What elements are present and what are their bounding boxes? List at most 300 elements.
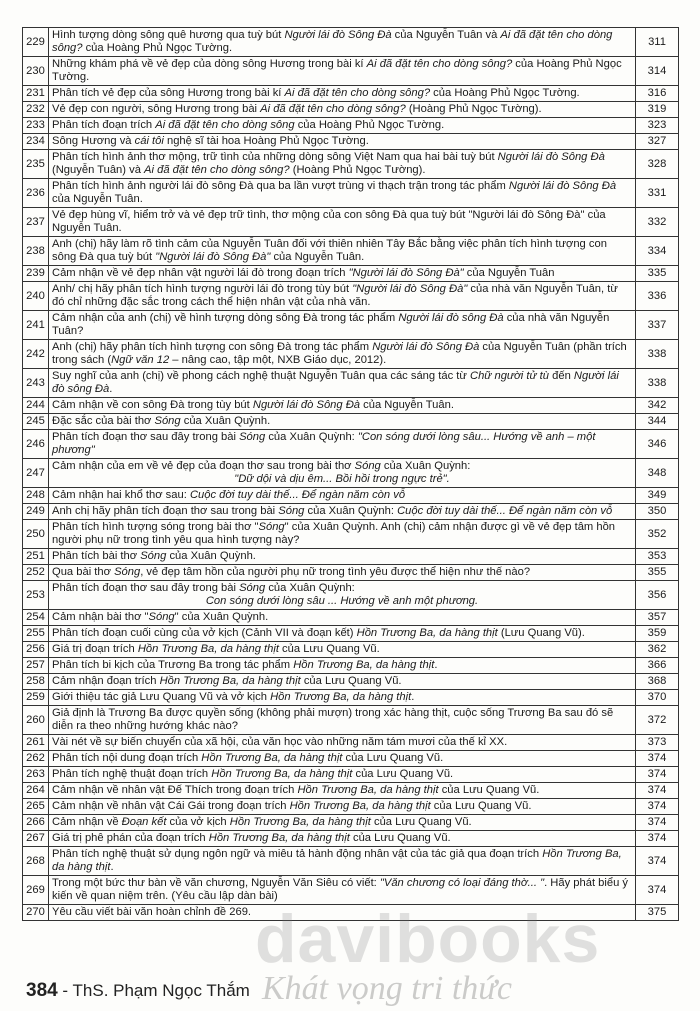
toc-item-page: 332	[636, 208, 679, 237]
toc-item-title	[49, 674, 636, 690]
toc-item-number: 265	[23, 799, 49, 815]
toc-row	[23, 642, 679, 658]
toc-title-fragment: của Xuân Quỳnh:	[380, 460, 471, 472]
toc-row	[23, 520, 679, 549]
toc-item-title	[49, 767, 636, 783]
toc-item-page: 374	[636, 831, 679, 847]
toc-title-fragment: Ngữ văn 12	[111, 354, 170, 366]
toc-item-page: 356	[636, 581, 679, 610]
toc-item-page: 374	[636, 751, 679, 767]
toc-item-page: 337	[636, 311, 679, 340]
toc-title-fragment: Cảm nhận về con sông Đà trong tùy bút	[52, 399, 253, 411]
toc-item-number: 263	[23, 767, 49, 783]
toc-item-title	[49, 706, 636, 735]
toc-row	[23, 767, 679, 783]
toc-item-page: 328	[636, 150, 679, 179]
toc-title-fragment: Sóng	[354, 460, 381, 472]
toc-item-number: 254	[23, 610, 49, 626]
toc-item-title	[49, 642, 636, 658]
toc-title-fragment: Sóng	[148, 611, 175, 623]
toc-item-page: 357	[636, 610, 679, 626]
toc-row	[23, 28, 679, 57]
toc-item-number: 269	[23, 876, 49, 905]
toc-title-fragment: Phân tích đoạn thơ sau đây trong bài	[52, 582, 240, 594]
toc-item-page: 319	[636, 102, 679, 118]
toc-item-title	[49, 735, 636, 751]
toc-item-page: 352	[636, 520, 679, 549]
toc-title-fragment: Suy nghĩ của anh (chị) về phong cách nghệ thuật Nguyễn Tuân qua các sáng tác từ	[52, 370, 470, 382]
toc-title-fragment: Sóng	[239, 582, 266, 594]
toc-title-fragment: Phân tích hình ảnh người lái đò sông Đà qua ba lần vượt trùng vi thạch trận trong tác phẩm	[52, 180, 509, 192]
toc-item-title	[49, 847, 636, 876]
toc-title-fragment: .	[110, 861, 114, 873]
toc-row	[23, 581, 679, 610]
toc-title-fragment: Cuộc đời tuy dài thế... Để ngàn năm còn vỗ	[189, 489, 406, 501]
toc-title-fragment: .	[109, 383, 113, 395]
toc-item-page: 348	[636, 459, 679, 488]
toc-title-fragment: Người lái đò Sông Đà	[508, 180, 617, 192]
toc-title-fragment: Người lái đò sông Đà	[52, 370, 619, 395]
toc-title-fragment: của Xuân Quỳnh:	[265, 431, 358, 443]
toc-title-fragment: của nhà văn Nguyễn Tuân?	[52, 312, 610, 337]
toc-item-number: 241	[23, 311, 49, 340]
toc-table	[22, 27, 679, 921]
toc-title-fragment: Đặc sắc của bài thơ	[52, 415, 155, 427]
toc-title-fragment: của Hoàng Phủ Ngọc Tường.	[294, 119, 445, 131]
toc-title-fragment: của Nguyễn Tuân (phần trích trong sách (	[52, 341, 627, 366]
toc-item-number: 236	[23, 179, 49, 208]
toc-title-fragment: (Hoàng Phủ Ngọc Tường).	[405, 103, 542, 115]
toc-title-fragment: Cảm nhận về vẻ đẹp nhân vật người lái đò trong đoạn trích	[52, 267, 349, 279]
toc-title-fragment: Sóng	[140, 550, 167, 562]
toc-item-number: 231	[23, 86, 49, 102]
toc-title-fragment: của Xuân Quỳnh:	[304, 505, 398, 517]
toc-row	[23, 179, 679, 208]
toc-title-fragment: Phân tích vẻ đẹp của sông Hương trong bài kí	[52, 87, 285, 99]
toc-title-fragment: Người lái đò Sông Đà	[372, 341, 480, 353]
toc-title-fragment: Phân tích nghệ thuật đoạn trích	[52, 768, 212, 780]
toc-row	[23, 414, 679, 430]
toc-title-fragment: Qua bài thơ	[52, 566, 115, 578]
toc-item-page: 349	[636, 488, 679, 504]
toc-row	[23, 102, 679, 118]
toc-item-title	[49, 626, 636, 642]
toc-item-title	[49, 581, 636, 610]
toc-row	[23, 658, 679, 674]
toc-title-fragment: Hồn Trương Ba, da hàng thịt	[208, 832, 350, 844]
toc-item-page: 359	[636, 626, 679, 642]
toc-item-number: 266	[23, 815, 49, 831]
toc-item-title	[49, 658, 636, 674]
toc-title-fragment: Hồn Trương Ba, da hàng thịt	[356, 627, 498, 639]
toc-item-number: 230	[23, 57, 49, 86]
toc-title-fragment: Ai đã đặt tên cho dòng sông	[155, 119, 295, 131]
toc-title-fragment: Vẻ đẹp con người, sông Hương trong bài	[52, 103, 261, 115]
toc-title-fragment: Phân tích hình tượng sóng trong bài thơ "	[52, 521, 259, 533]
toc-title-fragment: Ai đã đặt tên cho dòng sông?	[284, 87, 431, 99]
toc-item-title	[49, 237, 636, 266]
toc-title-fragment: Hồn Trương Ba, da hàng thịt	[137, 643, 279, 655]
toc-item-page: 374	[636, 815, 679, 831]
toc-item-number: 240	[23, 282, 49, 311]
toc-item-page: 316	[636, 86, 679, 102]
toc-title-fragment: , vẻ đẹp tâm hồn của người phụ nữ trong tình yêu được thể hiện như thế nào?	[140, 566, 531, 578]
toc-title-fragment: Hồn Trương Ba, da hàng thịt	[297, 784, 439, 796]
toc-row	[23, 340, 679, 369]
toc-item-page: 336	[636, 282, 679, 311]
toc-title-fragment: Con sóng dưới lòng sâu ... Hướng về anh một phương.	[205, 595, 479, 607]
toc-item-number: 235	[23, 150, 49, 179]
toc-item-title	[49, 369, 636, 398]
toc-row	[23, 86, 679, 102]
toc-item-page: 355	[636, 565, 679, 581]
toc-title-fragment: của Hoàng Phủ Ngọc Tường.	[430, 87, 580, 99]
toc-item-title	[49, 565, 636, 581]
toc-item-number: 237	[23, 208, 49, 237]
toc-title-fragment: Phân tích hình ảnh thơ mộng, trữ tình của những dòng sông Việt Nam qua hai bài tuỳ bút	[52, 151, 498, 163]
toc-item-title	[49, 266, 636, 282]
toc-row	[23, 626, 679, 642]
toc-item-title	[49, 179, 636, 208]
toc-row	[23, 751, 679, 767]
toc-item-title	[49, 414, 636, 430]
toc-row	[23, 57, 679, 86]
toc-row	[23, 783, 679, 799]
toc-item-title	[49, 549, 636, 565]
toc-quote-line	[52, 473, 632, 486]
toc-title-fragment: Người lái đò Sông Đà	[497, 151, 605, 163]
toc-item-number: 250	[23, 520, 49, 549]
toc-item-page: 331	[636, 179, 679, 208]
toc-item-title	[49, 150, 636, 179]
toc-title-fragment: Sóng	[239, 431, 266, 443]
toc-title-fragment: Ai đã đặt tên cho dòng sông?	[366, 58, 513, 70]
toc-title-fragment: của Lưu Quang Vũ.	[438, 784, 540, 796]
toc-item-page: 338	[636, 340, 679, 369]
toc-title-fragment: " của Xuân Quỳnh.	[174, 611, 269, 623]
watermark-slogan: Khát vọng tri thức	[262, 970, 512, 1007]
toc-title-fragment: của Lưu Quang Vũ.	[430, 800, 532, 812]
toc-title-fragment: Cảm nhận bài thơ "	[52, 611, 149, 623]
toc-row	[23, 831, 679, 847]
toc-item-page: 374	[636, 767, 679, 783]
toc-item-title	[49, 504, 636, 520]
toc-title-fragment: "Dữ dội và dịu êm... Bồi hồi trong ngực trẻ".	[234, 473, 450, 485]
toc-title-fragment: Sóng	[258, 521, 285, 533]
toc-title-fragment: đến	[549, 370, 574, 382]
toc-title-fragment: "Người lái đò Sông Đà"	[352, 283, 468, 295]
toc-item-page: 374	[636, 847, 679, 876]
toc-item-number: 264	[23, 783, 49, 799]
toc-title-fragment: Vài nét về sự biến chuyển của xã hội, của văn học vào những năm tám mươi của thế kỉ XX.	[52, 736, 508, 748]
toc-item-number: 232	[23, 102, 49, 118]
toc-title-fragment: Cảm nhận đoạn trích	[52, 675, 160, 687]
toc-item-title	[49, 831, 636, 847]
toc-item-number: 256	[23, 642, 49, 658]
toc-item-number: 246	[23, 430, 49, 459]
toc-title-fragment: Giới thiệu tác giả Lưu Quang Vũ và vở kịch	[52, 691, 271, 703]
toc-quote-line	[52, 595, 632, 608]
toc-title-fragment: Cảm nhận của em về vẻ đẹp của đoạn thơ sau trong bài thơ	[52, 460, 355, 472]
toc-item-title	[49, 751, 636, 767]
toc-title-fragment: của nhà văn Nguyễn Tuân, từ đó chỉ những đặc sắc trong cách thể hiện nhân vật của nhà văn.	[52, 283, 618, 308]
toc-title-fragment: (Lưu Quang Vũ).	[497, 627, 585, 639]
toc-title-fragment: của Xuân Quỳnh.	[180, 415, 271, 427]
toc-row	[23, 674, 679, 690]
toc-item-title	[49, 488, 636, 504]
toc-item-number: 268	[23, 847, 49, 876]
toc-title-fragment: Hồn Trương Ba, da hàng thịt	[159, 675, 301, 687]
toc-item-number: 258	[23, 674, 49, 690]
toc-title-fragment: Phân tích đoạn thơ sau đây trong bài	[52, 431, 240, 443]
toc-item-title	[49, 282, 636, 311]
toc-title-fragment: Phân tích đoạn trích	[52, 119, 156, 131]
toc-title-fragment: Ai đã đặt tên cho dòng sông?	[260, 103, 406, 115]
toc-item-page: 334	[636, 237, 679, 266]
toc-item-title	[49, 311, 636, 340]
toc-item-page: 366	[636, 658, 679, 674]
toc-title-fragment: Phân tích bi kịch của Trương Ba trong tác phẩm	[52, 659, 294, 671]
toc-title-fragment: Hồn Trương Ba, da hàng thịt	[211, 768, 353, 780]
toc-title-fragment: Hồn Trương Ba, da hàng thịt	[52, 848, 622, 873]
toc-item-number: 248	[23, 488, 49, 504]
toc-item-number: 243	[23, 369, 49, 398]
toc-title-fragment: Phân tích nội dung đoạn trích	[52, 752, 202, 764]
toc-item-title	[49, 398, 636, 414]
toc-title-fragment: Sóng	[154, 415, 181, 427]
toc-item-number: 259	[23, 690, 49, 706]
toc-row	[23, 565, 679, 581]
toc-item-page: 362	[636, 642, 679, 658]
toc-title-fragment: của Nguyễn Tuân.	[270, 251, 365, 263]
toc-title-fragment: .	[411, 691, 415, 703]
toc-item-number: 261	[23, 735, 49, 751]
toc-item-page: 323	[636, 118, 679, 134]
toc-item-title	[49, 208, 636, 237]
toc-title-fragment: của Nguyễn Tuân	[463, 267, 555, 279]
toc-item-number: 229	[23, 28, 49, 57]
toc-title-fragment: Cuộc đời tuy dài thế... Để ngàn năm còn vỗ	[397, 505, 613, 517]
toc-item-title	[49, 340, 636, 369]
toc-row	[23, 815, 679, 831]
toc-row	[23, 488, 679, 504]
toc-row	[23, 237, 679, 266]
page-footer	[26, 980, 250, 1002]
toc-row	[23, 369, 679, 398]
toc-title-fragment: của Lưu Quang Vũ.	[300, 675, 402, 687]
toc-item-title	[49, 134, 636, 150]
toc-title-fragment: Giá trị đoạn trích	[52, 643, 138, 655]
toc-title-fragment: Anh (chị) hãy làm rõ tình cảm của Nguyễn Tuân đối với thiên nhiên Tây Bắc bằng việc phân tích hình tượng con sông Đà qua tuỳ bút	[52, 238, 607, 263]
toc-title-fragment: của Lưu Quang Vũ.	[278, 643, 380, 655]
toc-title-fragment: Hồn Trương Ba, da hàng thịt	[289, 800, 431, 812]
toc-title-fragment: "Con sóng dưới lòng sâu... Hướng về anh – một phương"	[52, 431, 596, 456]
toc-title-fragment: của Lưu Quang Vũ.	[352, 768, 454, 780]
toc-title-fragment: của Nguyễn Tuân.	[52, 193, 143, 205]
toc-title-fragment: Đoạn kết	[121, 816, 167, 828]
toc-item-title	[49, 610, 636, 626]
toc-title-fragment: Những khám phá về vẻ đẹp của dòng sông Hương trong bài kí	[52, 58, 367, 70]
toc-item-title	[49, 815, 636, 831]
toc-item-number: 257	[23, 658, 49, 674]
toc-item-number: 245	[23, 414, 49, 430]
toc-title-fragment: Anh chị hãy phân tích đoạn thơ sau trong bài	[52, 505, 279, 517]
toc-item-number: 267	[23, 831, 49, 847]
toc-title-fragment: Giá trị phê phán của đoạn trích	[52, 832, 209, 844]
toc-title-fragment: của Lưu Quang Vũ.	[370, 816, 472, 828]
toc-title-fragment: " của Xuân Quỳnh. Anh (chị) cảm nhận được gì về vẻ đẹp tâm hồn người phụ nữ trong tình yêu qua hình tượng này?	[52, 521, 616, 546]
toc-title-fragment: Anh (chị) hãy phân tích hình tượng con sông Đà trong tác phẩm	[52, 341, 373, 353]
toc-row	[23, 610, 679, 626]
toc-item-number: 242	[23, 340, 49, 369]
toc-row	[23, 735, 679, 751]
toc-title-fragment: của vở kịch	[166, 816, 230, 828]
toc-title-fragment: Phân tích bài thơ	[52, 550, 141, 562]
toc-title-fragment: Anh/ chị hãy phân tích hình tượng người lái đò trong tùy bút	[52, 283, 353, 295]
toc-row	[23, 549, 679, 565]
toc-title-fragment: Sóng	[114, 566, 141, 578]
toc-item-number: 238	[23, 237, 49, 266]
toc-item-page: 338	[636, 369, 679, 398]
toc-item-number: 262	[23, 751, 49, 767]
toc-row	[23, 504, 679, 520]
toc-title-fragment: Hình tượng dòng sông quê hương qua tuỳ bút	[52, 29, 285, 41]
toc-title-fragment: của Lưu Quang Vũ.	[342, 752, 444, 764]
toc-item-title	[49, 690, 636, 706]
toc-title-fragment: (Nguyễn Tuân) và	[52, 164, 145, 176]
toc-item-title	[49, 799, 636, 815]
toc-row	[23, 134, 679, 150]
toc-item-number: 270	[23, 905, 49, 921]
toc-title-fragment: Cảm nhận về nhân vật Đế Thích trong đoạn trích	[52, 784, 298, 796]
toc-item-page: 375	[636, 905, 679, 921]
toc-item-page: 374	[636, 799, 679, 815]
toc-title-fragment: của Nguyễn Tuân và	[391, 29, 501, 41]
toc-item-page: 353	[636, 549, 679, 565]
toc-title-fragment: – nâng cao, tập một, NXB Giáo dục, 2012).	[169, 354, 387, 366]
toc-body	[23, 28, 679, 921]
toc-item-number: 255	[23, 626, 49, 642]
toc-title-fragment: Người lái đò sông Đà	[398, 312, 504, 324]
toc-item-title	[49, 118, 636, 134]
toc-row	[23, 150, 679, 179]
watermark-brand: davibooks	[255, 901, 601, 977]
toc-item-title	[49, 57, 636, 86]
toc-item-number: 251	[23, 549, 49, 565]
toc-title-fragment: Cảm nhận của anh (chị) về hình tượng dòng sông Đà trong tác phẩm	[52, 312, 399, 324]
toc-title-fragment: Người lái đò Sông Đà	[284, 29, 392, 41]
toc-title-fragment: "Người lái đò Sông Đà"	[348, 267, 464, 279]
toc-title-fragment: nghệ sĩ tài hoa Hoàng Phủ Ngọc Tường.	[163, 135, 369, 147]
toc-item-page: 335	[636, 266, 679, 282]
toc-title-fragment: Sóng	[278, 505, 305, 517]
toc-item-page: 342	[636, 398, 679, 414]
toc-item-page: 370	[636, 690, 679, 706]
toc-row	[23, 706, 679, 735]
toc-item-page: 327	[636, 134, 679, 150]
toc-title-fragment: Người lái đò Sông Đà	[252, 399, 361, 411]
footer-separator: -	[57, 981, 73, 1000]
toc-item-number: 247	[23, 459, 49, 488]
toc-title-fragment: Giả định là Trương Ba được quyền sống (không phải mượn) trong xác hàng thịt, cuộc sống Trương Ba sau đó sẽ diễn ra theo những hướng khác nào?	[52, 707, 614, 732]
toc-title-fragment: Hồn Trương Ba, da hàng thịt	[229, 816, 371, 828]
toc-title-fragment: . Hãy phát biểu ý kiến về quan niệm trên. (Yêu cầu lập dàn bài)	[52, 877, 629, 902]
toc-item-title	[49, 102, 636, 118]
toc-title-fragment: Hồn Trương Ba, da hàng thịt	[270, 691, 412, 703]
toc-title-fragment: (Hoàng Phủ Ngọc Tường).	[289, 164, 426, 176]
toc-title-fragment: Chữ người tử tù	[469, 370, 550, 382]
toc-row	[23, 282, 679, 311]
toc-item-title	[49, 86, 636, 102]
toc-title-fragment: Ai đã đặt tên cho dòng sông?	[52, 29, 613, 54]
footer-author: ThS. Phạm Ngọc Thắm	[72, 981, 250, 1000]
toc-title-fragment: Hồn Trương Ba, da hàng thịt	[201, 752, 343, 764]
toc-item-number: 233	[23, 118, 49, 134]
toc-title-fragment: Cảm nhận về	[52, 816, 122, 828]
toc-item-number: 244	[23, 398, 49, 414]
toc-title-fragment: Phân tích nghệ thuật sử dụng ngôn ngữ và miêu tả hành động nhân vật của tác giả qua đoạn trích	[52, 848, 543, 860]
toc-item-title	[49, 520, 636, 549]
toc-item-page: 374	[636, 783, 679, 799]
toc-title-fragment: Vẻ đẹp hùng vĩ, hiểm trở và vẻ đẹp trữ tình, thơ mộng của con sông Đà qua tuỳ bút "Người lái đò Sông Đà" của Nguyễn Tuân.	[52, 209, 606, 234]
toc-title-fragment: Phân tích đoạn cuối cùng của vở kịch (Cảnh VII và đoạn kết)	[52, 627, 357, 639]
toc-item-page: 311	[636, 28, 679, 57]
toc-item-page: 346	[636, 430, 679, 459]
toc-item-number: 260	[23, 706, 49, 735]
toc-row	[23, 799, 679, 815]
toc-item-number: 253	[23, 581, 49, 610]
toc-title-fragment: Sông Hương và	[52, 135, 135, 147]
toc-title-fragment: cái tôi	[134, 135, 164, 147]
toc-title-fragment: .	[434, 659, 438, 671]
toc-row	[23, 311, 679, 340]
toc-title-fragment: Cảm nhận hai khổ thơ sau:	[52, 489, 190, 501]
toc-row	[23, 690, 679, 706]
toc-item-number: 239	[23, 266, 49, 282]
toc-title-fragment: của Nguyễn Tuân.	[360, 399, 454, 411]
toc-item-title	[49, 430, 636, 459]
toc-item-page: 350	[636, 504, 679, 520]
toc-item-title	[49, 459, 636, 488]
toc-row	[23, 266, 679, 282]
toc-row	[23, 118, 679, 134]
toc-item-page: 314	[636, 57, 679, 86]
toc-item-page: 373	[636, 735, 679, 751]
toc-row	[23, 398, 679, 414]
toc-title-fragment: Yêu cầu viết bài văn hoàn chỉnh đề 269.	[52, 906, 252, 918]
toc-item-title	[49, 783, 636, 799]
toc-title-fragment: "Người lái đò Sông Đà"	[155, 251, 271, 263]
toc-title-fragment: của Hoàng Phủ Ngọc Tường.	[82, 42, 233, 54]
toc-item-page: 372	[636, 706, 679, 735]
toc-title-fragment: của Xuân Quỳnh.	[166, 550, 256, 562]
toc-title-fragment: của Hoàng Phủ Ngọc Tường.	[52, 58, 622, 83]
footer-page-number: 384	[26, 980, 58, 1001]
toc-row	[23, 430, 679, 459]
toc-row	[23, 208, 679, 237]
toc-item-number: 234	[23, 134, 49, 150]
toc-item-number: 252	[23, 565, 49, 581]
toc-item-page: 344	[636, 414, 679, 430]
toc-item-page: 374	[636, 876, 679, 905]
toc-title-fragment: của Xuân Quỳnh:	[265, 582, 355, 594]
toc-item-number: 249	[23, 504, 49, 520]
toc-title-fragment: "Văn chương có loại đáng thờ... "	[379, 877, 545, 889]
toc-item-title	[49, 28, 636, 57]
toc-item-page: 368	[636, 674, 679, 690]
toc-title-fragment: Hồn Trương Ba, da hàng thịt	[293, 659, 435, 671]
toc-title-fragment: Ai đã đặt tên cho dòng sông?	[144, 164, 290, 176]
